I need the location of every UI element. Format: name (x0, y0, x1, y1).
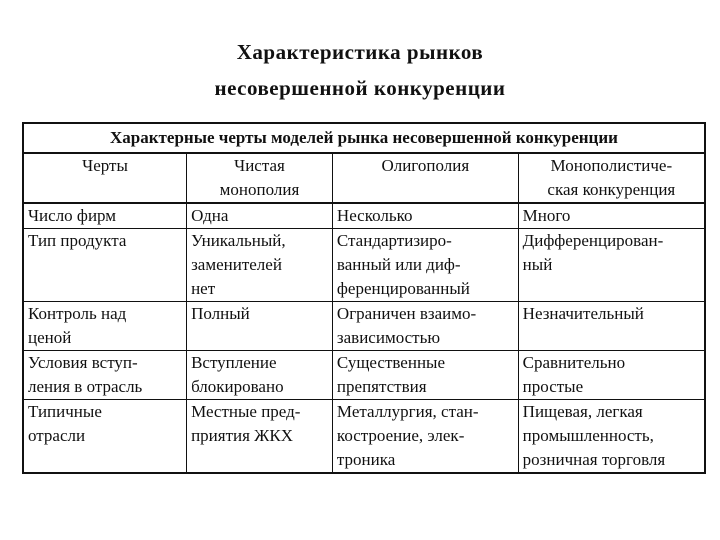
title-line-2: несовершенной конкуренции (214, 76, 506, 100)
row-product-type (23, 229, 705, 302)
table-body (23, 203, 705, 473)
row-number-of-firms (23, 203, 705, 229)
monopolistic-competition-cell: Незначительный (518, 302, 705, 351)
row-entry-conditions (23, 351, 705, 400)
feature-cell: Контроль над ценой (23, 302, 187, 351)
header-oligopoly: Олигополия (332, 153, 518, 203)
feature-cell: Типичные отрасли (23, 400, 187, 474)
oligopoly-cell: Несколько (332, 203, 518, 229)
monopolistic-competition-cell: Сравнительно простые (518, 351, 705, 400)
pure-monopoly-cell: Одна (187, 203, 333, 229)
pure-monopoly-cell: Полный (187, 302, 333, 351)
oligopoly-cell: Стандартизиро- ванный или диф- ференцированный (332, 229, 518, 302)
row-price-control (23, 302, 705, 351)
header-features: Черты (23, 153, 187, 203)
monopolistic-competition-cell: Пищевая, легкая промышленность, розничная торговля (518, 400, 705, 474)
monopolistic-competition-cell: Дифференцирован- ный (518, 229, 705, 302)
feature-cell: Число фирм (23, 203, 187, 229)
title-line-1: Характеристика рынков (236, 40, 484, 64)
oligopoly-cell: Ограничен взаимо- зависимостью (332, 302, 518, 351)
table-caption: Характерные черты моделей рынка несовершенной конкуренции (23, 123, 705, 153)
row-typical-industries (23, 400, 705, 474)
oligopoly-cell: Металлургия, стан- костроение, элек- троника (332, 400, 518, 474)
feature-cell: Условия вступ- ления в отрасль (23, 351, 187, 400)
header-monopolistic-competition: Монополистиче- ская конкуренция (518, 153, 705, 203)
pure-monopoly-cell: Вступление блокировано (187, 351, 333, 400)
comparison-table (22, 122, 706, 474)
header-pure-monopoly: Чистая монополия (187, 153, 333, 203)
monopolistic-competition-cell: Много (518, 203, 705, 229)
oligopoly-cell: Существенные препятствия (332, 351, 518, 400)
feature-cell: Тип продукта (23, 229, 187, 302)
page-title (0, 34, 720, 106)
pure-monopoly-cell: Местные пред- приятия ЖКХ (187, 400, 333, 474)
pure-monopoly-cell: Уникальный, заменителей нет (187, 229, 333, 302)
